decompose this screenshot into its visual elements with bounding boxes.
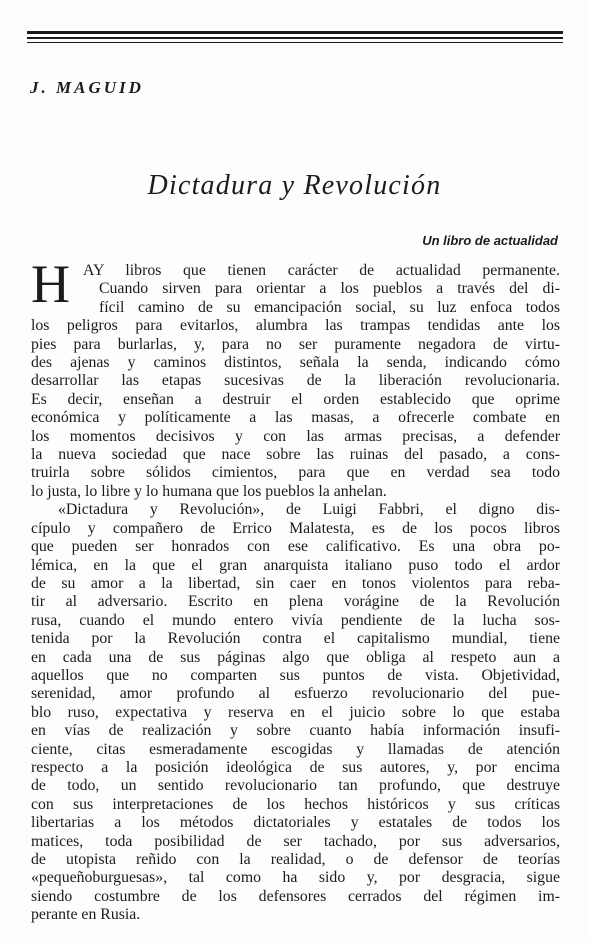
body-line: Es decir, enseñan a destruir el orden establecido que oprime xyxy=(31,390,560,408)
body-line: de su amor a la libertad, sin caer en tonos violentos para reba- xyxy=(31,574,560,592)
body-line: cípulo y compañero de Errico Malatesta, es de los pocos libros xyxy=(31,519,560,537)
body-line: fícil camino de su emancipación social, su luz enfoca todos xyxy=(99,298,560,316)
body-line: blo ruso, expectativa y reserva en el juicio sobre lo que estaba xyxy=(31,703,560,721)
author-name: J. MAGUID xyxy=(30,78,144,97)
top-rule-thick xyxy=(27,31,563,34)
body-line: Cuando sirven para orientar a los pueblos a través del di- xyxy=(99,280,560,298)
body-line: des ajenas y caminos distintos, señala la senda, indicando cómo xyxy=(31,354,560,372)
body-line: truirla sobre sólidos cimientos, para que en verdad sea todo xyxy=(31,464,560,482)
body-line: «Dictadura y Revolución», de Luigi Fabbri, el digno dis- xyxy=(58,501,560,519)
body-line: que pueden ser honrados con ese calificativo. Es una obra po- xyxy=(31,538,560,556)
body-line: respecto a la posición ideológica de sus autores, y, por encima xyxy=(31,758,560,776)
body-line: lo justa, lo libre y lo humana que los pueblos la anhelan. xyxy=(31,482,387,500)
drop-cap: H xyxy=(31,254,70,314)
body-line: serenidad, amor profundo al esfuerzo revolucionario del pue- xyxy=(31,685,560,703)
body-line: libertarias a los métodos dictatoriales y estatales de todos los xyxy=(31,814,560,832)
body-line: siendo costumbre de los defensores cerrados del régimen im- xyxy=(31,887,560,905)
body-line: en vías de realización y sobre cuanto había información insufi- xyxy=(31,722,560,740)
body-line: rusa, cuando el mundo entero vivía pendiente de la lucha sos- xyxy=(31,611,560,629)
body-line: tir al adversario. Escrito en plena vorágine de la Revolución xyxy=(31,593,560,611)
article-subtitle: Un libro de actualidad xyxy=(422,233,558,248)
body-line: aquellos que no comparten sus puntos de vista. Objetividad, xyxy=(31,666,560,684)
body-line: los momentos decisivos y con las armas precisas, a defender xyxy=(31,427,560,445)
body-line: los peligros para evitarlos, alumbra las trampas tendidas ante los xyxy=(31,317,560,335)
body-line: económica y políticamente a las masas, a ofrecerle combate en xyxy=(31,409,560,427)
top-rule-middle xyxy=(27,37,563,39)
body-line: en cada una de sus páginas algo que obliga al respeto aun a xyxy=(31,648,560,666)
body-line: con sus interpretaciones de los hechos históricos y sus críticas xyxy=(31,795,560,813)
body-line: pies para burlarlas, y, para no ser puramente negadora de virtu- xyxy=(31,335,560,353)
body-line: matices, toda posibilidad de ser tachado, por sus adversarios, xyxy=(31,832,560,850)
body-line: lémica, en la que el gran anarquista italiano puso todo el ardor xyxy=(31,556,560,574)
body-line: perante en Rusia. xyxy=(31,906,141,924)
body-line: desarrollar las etapas sucesivas de la liberación revolucionaria. xyxy=(31,372,560,390)
top-rule-thin xyxy=(27,42,563,43)
body-line: la nueva sociedad que nace sobre las ruinas del pasado, a cons- xyxy=(31,446,560,464)
article-body xyxy=(31,254,560,925)
body-line: «pequeñoburguesas», tal como ha sido y, por desgracia, sigue xyxy=(31,869,560,887)
body-line: tenida por la Revolución contra el capitalismo mundial, tiene xyxy=(31,630,560,648)
body-line: ciente, citas esmeradamente escogidas y llamadas de atención xyxy=(31,740,560,758)
article-title: Dictadura y Revolución xyxy=(147,170,442,201)
body-line: de todo, un sentido revolucionario tan profundo, que destruye xyxy=(31,777,560,795)
body-line: AY libros que tienen carácter de actualidad permanente. xyxy=(83,262,560,279)
body-line: de utopista reñido con la realidad, o de defensor de teorías xyxy=(31,851,560,868)
